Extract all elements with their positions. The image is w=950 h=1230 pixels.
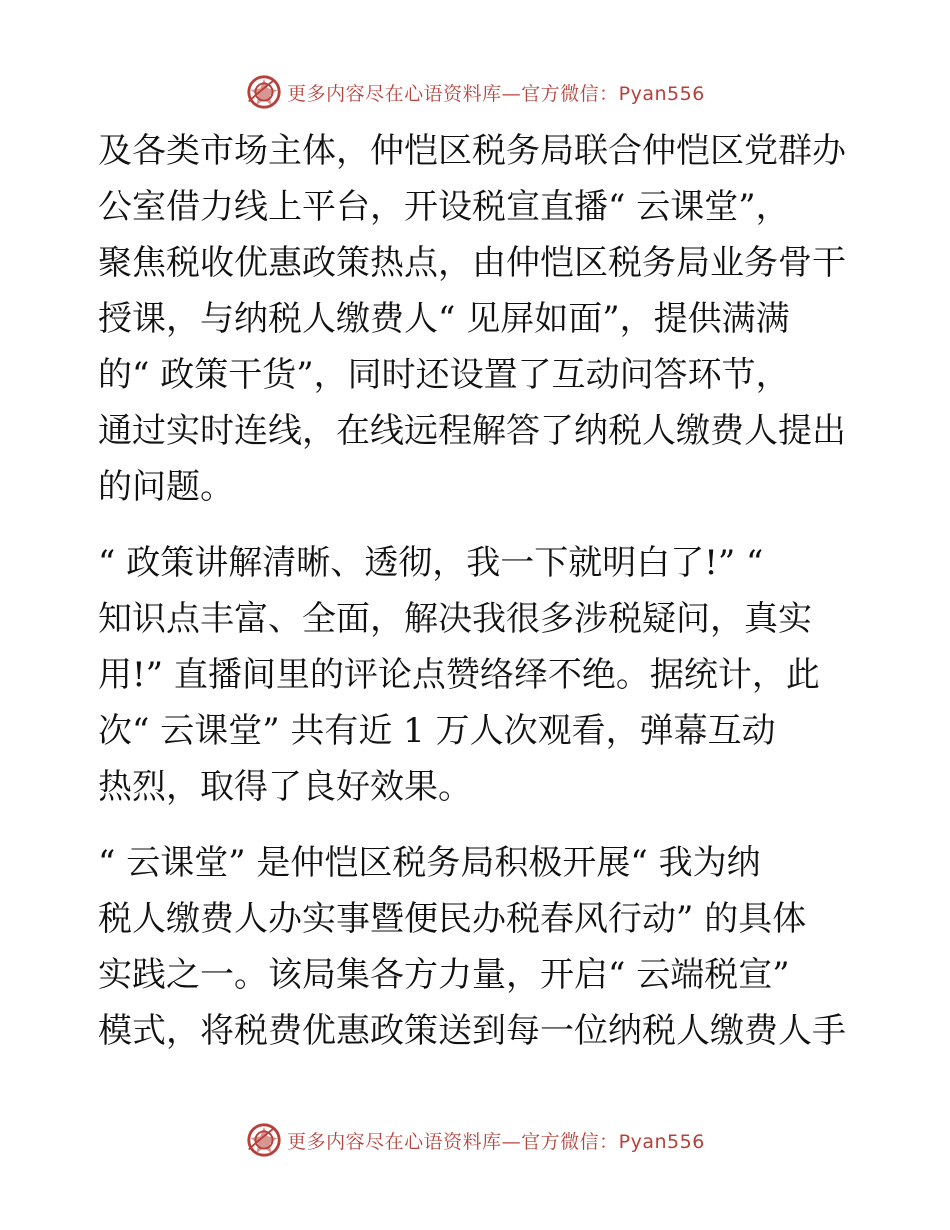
footer-text: 更多内容尽在心语资料库—官方微信：Pyan556 xyxy=(287,1130,705,1153)
seal-logo-icon xyxy=(245,73,283,111)
paragraph-2 xyxy=(98,535,868,815)
seal-logo-icon xyxy=(245,1121,283,1159)
text-line: 公室借力线上平台，开设税宣直播“ 云课堂”， xyxy=(98,187,790,227)
header-text: 更多内容尽在心语资料库—官方微信：Pyan556 xyxy=(287,82,705,105)
text-line: 通过实时连线，在线远程解答了纳税人缴费人提出 xyxy=(98,411,846,451)
text-line: 用!” 直播间里的评论点赞络绎不绝。据统计，此 xyxy=(98,655,820,695)
text-line: 授课，与纳税人缴费人“ 见屏如面”，提供满满 xyxy=(98,299,790,339)
text-line: 次“ 云课堂” 共有近 1 万人次观看，弹幕互动 xyxy=(98,711,776,751)
text-line: “ 云课堂” 是仲恺区税务局积极开展“ 我为纳 xyxy=(98,843,761,883)
paragraph-1 xyxy=(98,123,868,515)
footer-watermark xyxy=(0,1120,950,1160)
document-body xyxy=(98,123,868,1059)
header-watermark xyxy=(0,72,950,112)
text-line: 知识点丰富、全面，解决我很多涉税疑问，真实 xyxy=(98,599,812,639)
text-line: 及各类市场主体，仲恺区税务局联合仲恺区党群办 xyxy=(98,131,846,171)
text-line: 实践之一。该局集各方力量，开启“ 云端税宣” xyxy=(98,955,790,995)
text-line: 热烈，取得了良好效果。 xyxy=(98,767,472,807)
paragraph-3 xyxy=(98,835,868,1059)
text-line: 的问题。 xyxy=(98,467,234,507)
text-line: 模式，将税费优惠政策送到每一位纳税人缴费人手 xyxy=(98,1011,846,1051)
text-line: 税人缴费人办实事暨便民办税春风行动” 的具体 xyxy=(98,899,807,939)
text-line: 的“ 政策干货”，同时还设置了互动问答环节， xyxy=(98,355,790,395)
text-line: 聚焦税收优惠政策热点，由仲恺区税务局业务骨干 xyxy=(98,243,846,283)
text-line: “ 政策讲解清晰、透彻，我一下就明白了!” “ xyxy=(98,543,764,583)
